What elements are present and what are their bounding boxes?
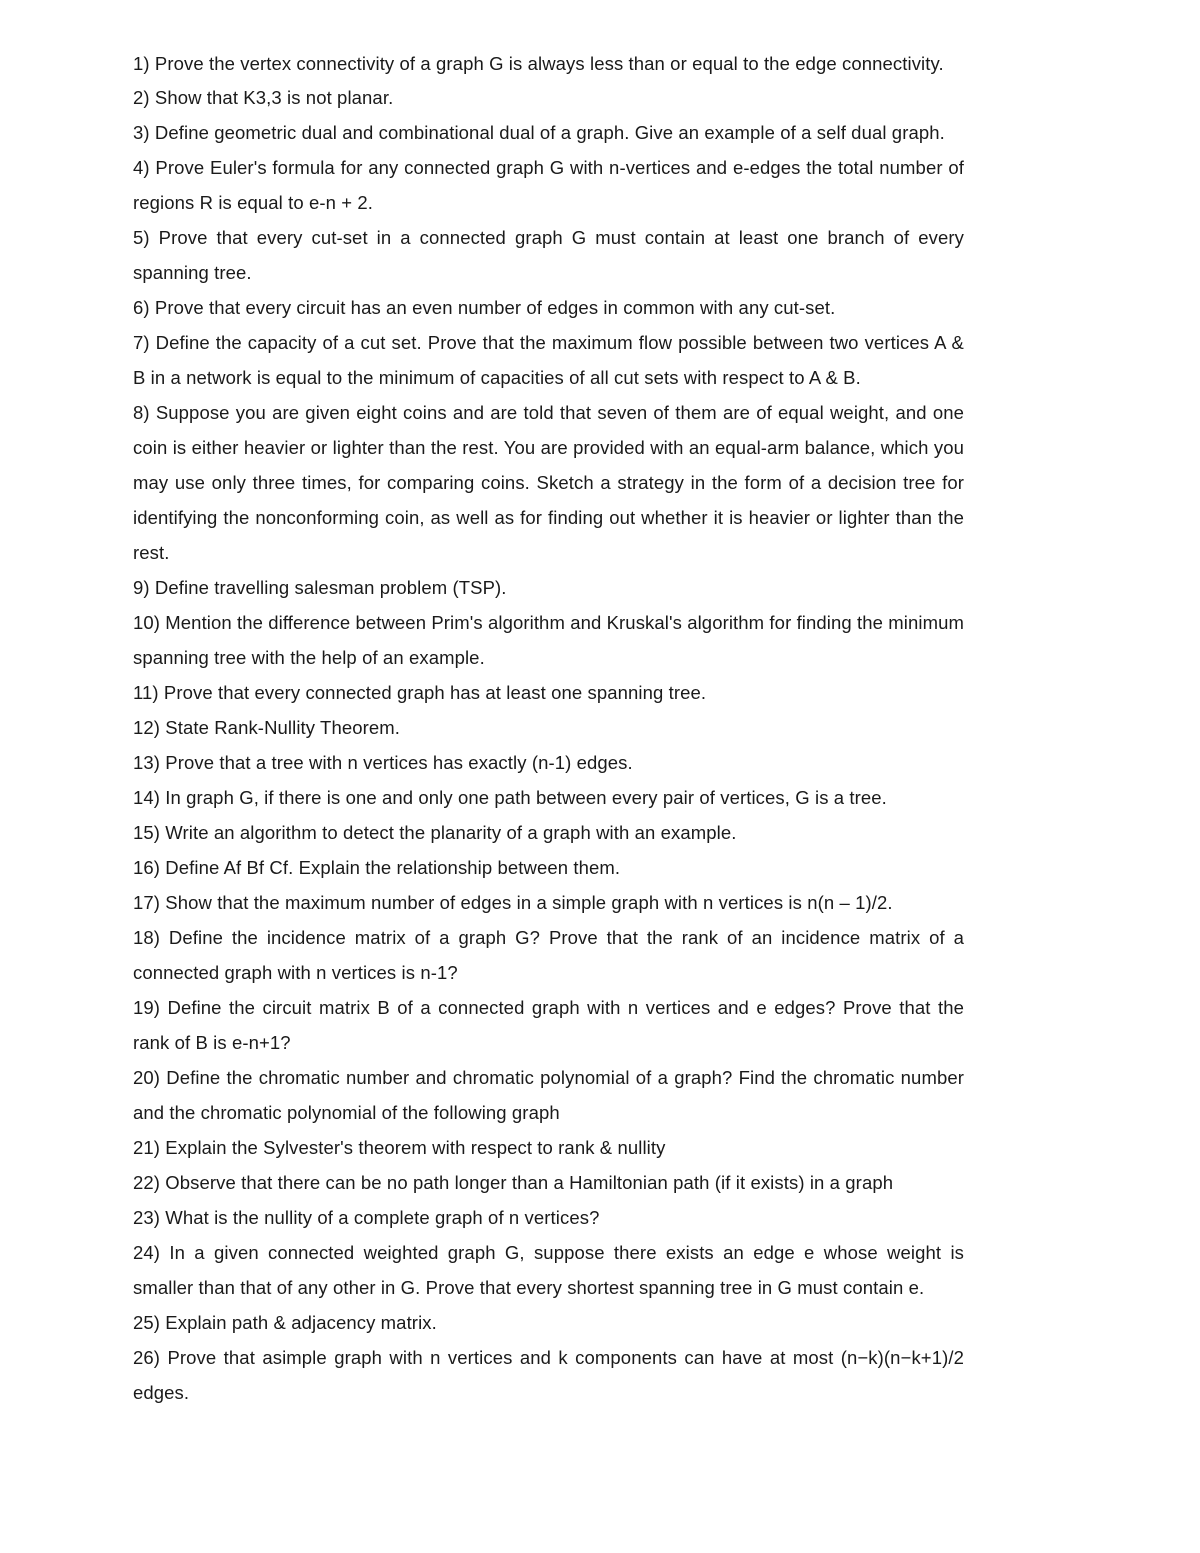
question-list [133,50,964,1410]
question-3: 3) Define geometric dual and combinational dual of a graph. Give an example of a self dual graph. [133,122,945,143]
question-24: 24) In a given connected weighted graph G, suppose there exists an edge e whose weight is smaller than that of any other in G. Prove that every shortest spanning tree in G must contain e. [133,1242,964,1298]
question-17: 17) Show that the maximum number of edges in a simple graph with n vertices is n(n – 1)/2. [133,892,893,913]
question-26: 26) Prove that asimple graph with n vertices and k components can have at most (n−k)(n−k+1)/2 edges. [133,1347,964,1403]
question-22: 22) Observe that there can be no path longer than a Hamiltonian path (if it exists) in a graph [133,1172,894,1193]
question-4: 4) Prove Euler's formula for any connected graph G with n-vertices and e-edges the total number of regions R is equal to e-n + 2. [133,157,964,213]
question-5: 5) Prove that every cut-set in a connected graph G must contain at least one branch of every spanning tree. [133,227,964,283]
question-18: 18) Define the incidence matrix of a graph G? Prove that the rank of an incidence matrix of a connected graph with n vertices is n-1? [133,927,964,983]
question-20: 20) Define the chromatic number and chromatic polynomial of a graph? Find the chromatic number and the chromatic polynomial of the following graph [133,1067,964,1123]
question-9: 9) Define travelling salesman problem (TSP). [133,577,507,598]
question-15: 15) Write an algorithm to detect the planarity of a graph with an example. [133,822,737,843]
question-7: 7) Define the capacity of a cut set. Prove that the maximum flow possible between two vertices A & B in a network is equal to the minimum of capacities of all cut sets with respect to A & B. [133,332,964,388]
question-2: 2) Show that K3,3 is not planar. [133,87,394,108]
question-21: 21) Explain the Sylvester's theorem with respect to rank & nullity [133,1137,666,1158]
question-13: 13) Prove that a tree with n vertices has exactly (n-1) edges. [133,752,633,773]
question-11: 11) Prove that every connected graph has at least one spanning tree. [133,682,707,703]
question-1: 1) Prove the vertex connectivity of a graph G is always less than or equal to the edge connectivity. [133,53,944,74]
question-19: 19) Define the circuit matrix B of a connected graph with n vertices and e edges? Prove that the rank of B is e-n+1? [133,997,964,1053]
question-6: 6) Prove that every circuit has an even number of edges in common with any cut-set. [133,297,836,318]
question-12: 12) State Rank-Nullity Theorem. [133,717,401,738]
question-16: 16) Define Af Bf Cf. Explain the relationship between them. [133,857,621,878]
question-10: 10) Mention the difference between Prim's algorithm and Kruskal's algorithm for finding the minimum spanning tree with the help of an example. [133,612,965,668]
question-23: 23) What is the nullity of a complete graph of n vertices? [133,1207,600,1228]
question-14: 14) In graph G, if there is one and only one path between every pair of vertices, G is a tree. [133,787,887,808]
question-25: 25) Explain path & adjacency matrix. [133,1312,437,1333]
question-8: 8) Suppose you are given eight coins and are told that seven of them are of equal weight, and one coin is either heavier or lighter than the rest. You are provided with an equal-arm balance, which you may use only three times, for comparing coins. Sketch a strategy in the form of a decision tree for identifying the nonconforming coin, as well as for finding out whether it is heavier or lighter than the rest. [133,402,964,563]
